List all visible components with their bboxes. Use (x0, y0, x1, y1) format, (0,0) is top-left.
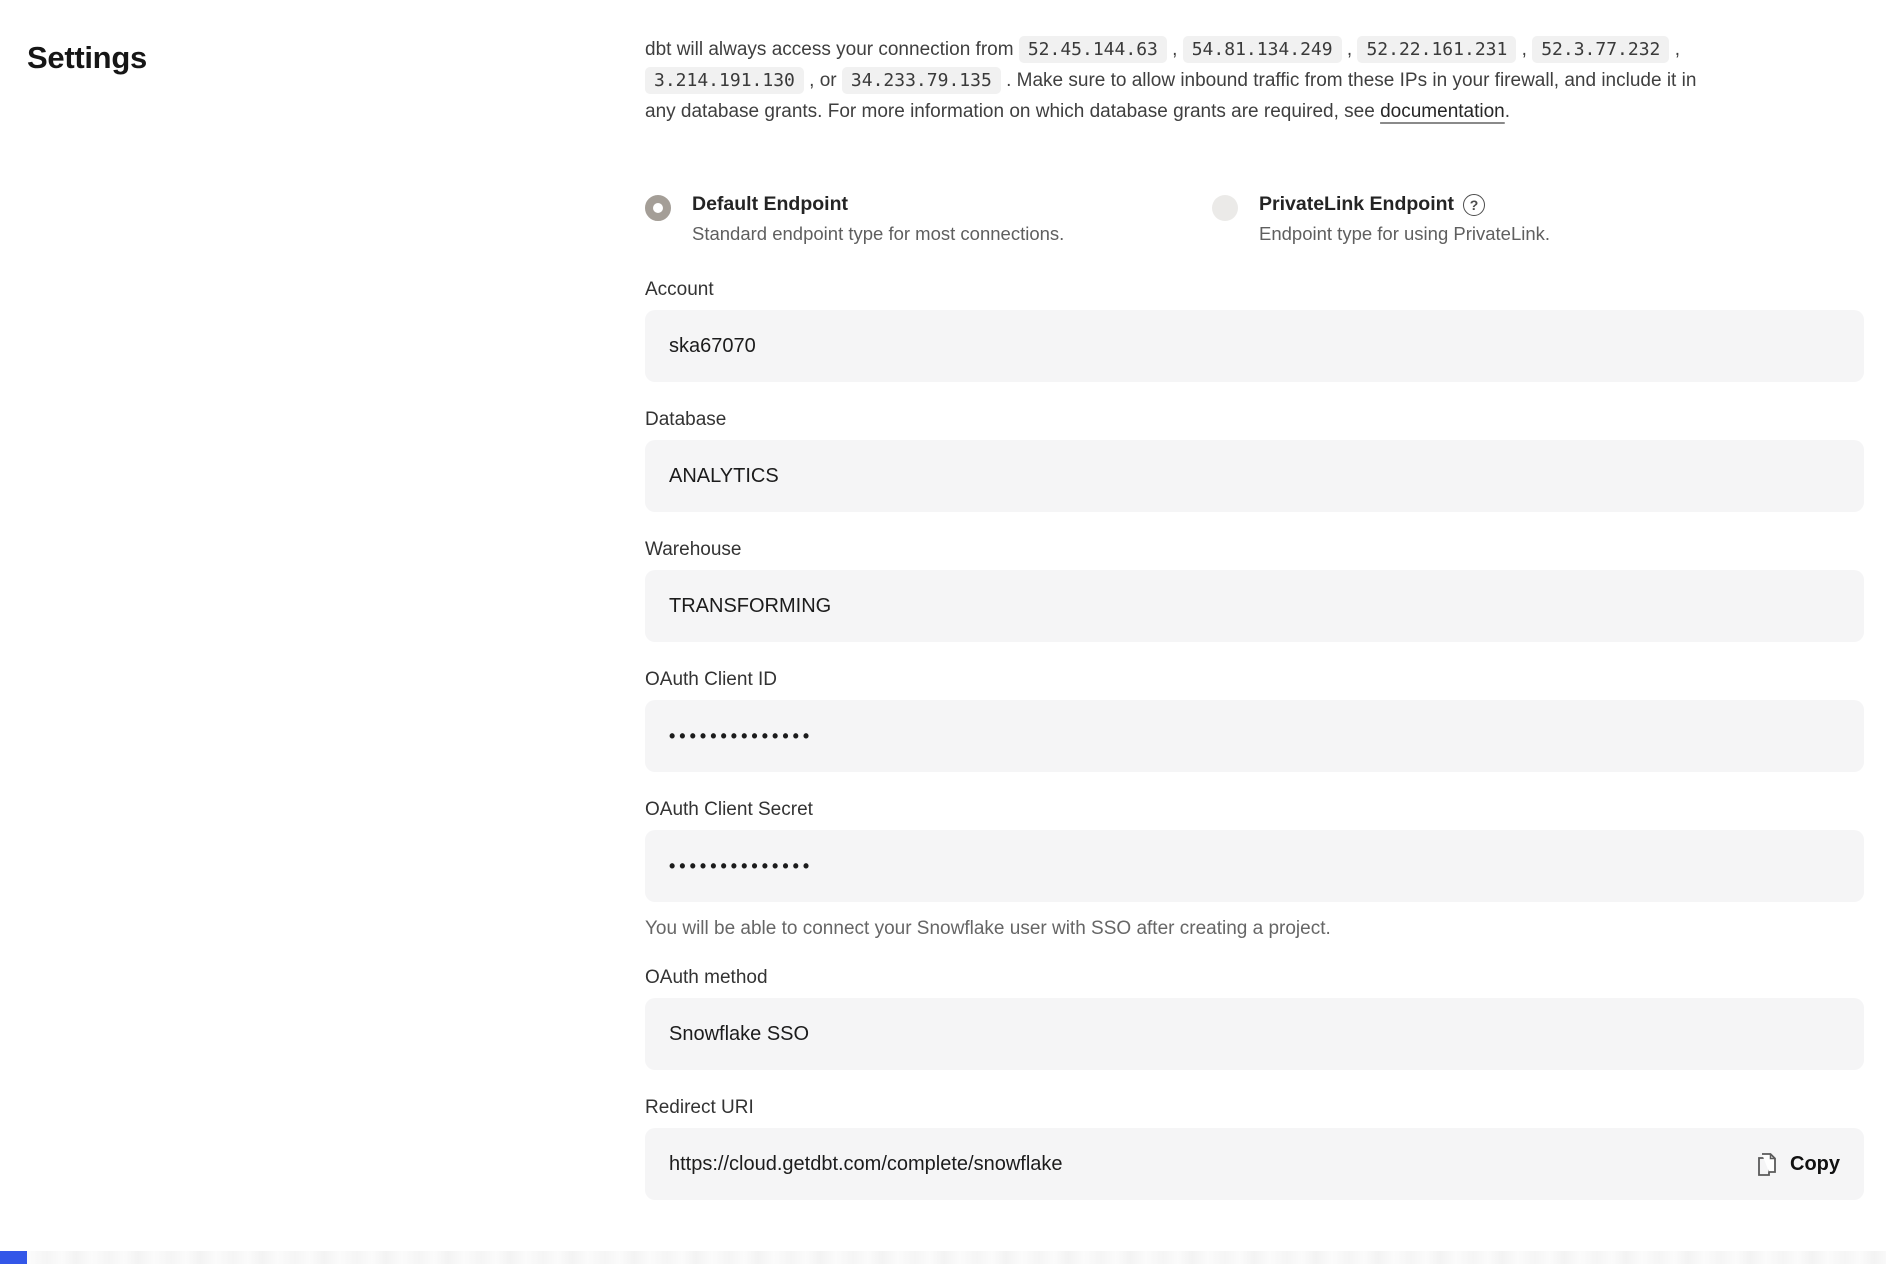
connection-settings-panel (645, 34, 1864, 1227)
oauth-method-value: Snowflake SSO (669, 1022, 810, 1045)
database-field[interactable] (645, 440, 1864, 512)
copy-icon (1755, 1151, 1779, 1177)
sso-helper-text: You will be able to connect your Snowflake user with SSO after creating a project. (645, 918, 1331, 939)
ip-chip: 52.3.77.232 (1532, 36, 1669, 63)
page-title: Settings (27, 40, 147, 75)
endpoint-default-label (692, 193, 1064, 216)
radio-unselected-icon[interactable] (1212, 195, 1238, 221)
oauth-client-id-value: •••••••••••••• (669, 725, 814, 746)
copy-button[interactable] (1755, 1151, 1840, 1177)
oauth-method-label: OAuth method (645, 967, 768, 988)
oauth-method-field[interactable] (645, 998, 1864, 1070)
account-label: Account (645, 279, 714, 300)
separator-or: , or (809, 70, 837, 91)
database-value: ANALYTICS (669, 464, 779, 487)
endpoint-option-default[interactable] (645, 193, 1212, 245)
account-field-group (645, 279, 1864, 382)
oauth-client-secret-value: •••••••••••••• (669, 855, 814, 876)
oauth-client-secret-field-group (645, 799, 1864, 940)
copy-button-label: Copy (1790, 1152, 1840, 1175)
radio-selected-icon[interactable] (645, 195, 671, 221)
separator: , (1674, 39, 1680, 60)
footer-accent-mark (0, 1251, 27, 1264)
notice-body: . Make sure to allow inbound traffic from these IPs in your firewall, and include it in any database grants. For more information on which database grants are required, see (645, 70, 1697, 122)
cutoff-footer-strip (0, 1251, 1886, 1264)
oauth-client-secret-label: OAuth Client Secret (645, 799, 813, 820)
separator: , (1346, 39, 1353, 60)
endpoint-privatelink-label-text: PrivateLink Endpoint (1259, 193, 1455, 215)
ip-chip: 3.214.191.130 (645, 67, 804, 94)
warehouse-field-group (645, 539, 1864, 642)
database-field-group (645, 409, 1864, 512)
help-circle-icon[interactable]: ? (1463, 194, 1485, 216)
documentation-link[interactable]: documentation (1380, 101, 1505, 122)
warehouse-value: TRANSFORMING (669, 594, 832, 617)
warehouse-field[interactable] (645, 570, 1864, 642)
ip-chip: 52.45.144.63 (1019, 36, 1167, 63)
endpoint-default-label-text: Default Endpoint (692, 193, 848, 215)
ip-allowlist-notice (645, 34, 1725, 127)
oauth-client-secret-field[interactable] (645, 830, 1864, 902)
oauth-client-id-field-group (645, 669, 1864, 772)
warehouse-label: Warehouse (645, 539, 742, 560)
endpoint-option-privatelink[interactable] (1212, 193, 1550, 245)
endpoint-privatelink-description: Endpoint type for using PrivateLink. (1259, 223, 1551, 244)
oauth-client-id-field[interactable] (645, 700, 1864, 772)
ip-chip: 52.22.161.231 (1357, 36, 1516, 63)
account-field[interactable] (645, 310, 1864, 382)
separator: , (1172, 39, 1178, 60)
notice-intro: dbt will always access your connection from (645, 39, 1014, 60)
ip-chip: 54.81.134.249 (1183, 36, 1342, 63)
redirect-uri-value: https://cloud.getdbt.com/complete/snowflake (669, 1152, 1063, 1175)
notice-period: . (1504, 101, 1511, 122)
oauth-client-id-label: OAuth Client ID (645, 669, 777, 690)
endpoint-type-group (645, 193, 1864, 245)
endpoint-default-description: Standard endpoint type for most connections. (692, 223, 1065, 244)
ip-chip: 34.233.79.135 (842, 67, 1001, 94)
connection-form (645, 279, 1864, 1200)
redirect-uri-label: Redirect URI (645, 1097, 754, 1118)
account-value: ska67070 (669, 334, 756, 357)
oauth-method-field-group (645, 967, 1864, 1070)
endpoint-privatelink-label (1259, 193, 1550, 216)
separator: , (1521, 39, 1527, 60)
redirect-uri-field[interactable] (645, 1128, 1864, 1200)
redirect-uri-field-group (645, 1097, 1864, 1200)
database-label: Database (645, 409, 727, 430)
